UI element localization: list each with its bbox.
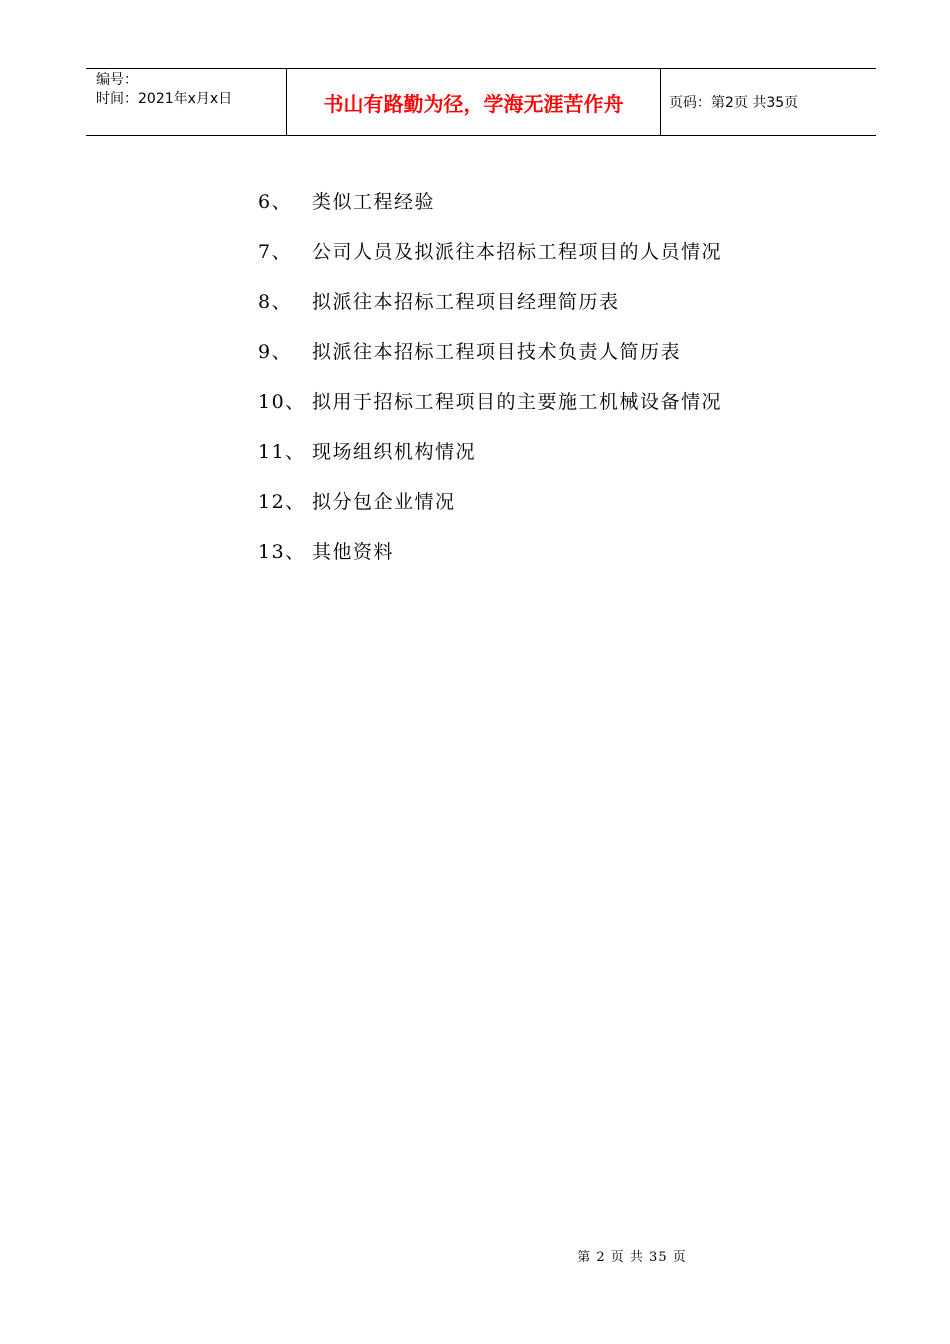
list-item-text: 拟用于招标工程项目的主要施工机械设备情况 xyxy=(312,390,723,413)
time-label: 时间：2021年x月x日 xyxy=(96,91,233,107)
toc-list xyxy=(258,175,818,575)
serial-label: 编号： xyxy=(96,72,138,88)
list-item xyxy=(258,525,818,575)
list-item-number: 9、 xyxy=(258,340,293,363)
header-page-cell xyxy=(661,69,876,135)
list-item xyxy=(258,275,818,325)
list-item-number: 11、 xyxy=(258,440,306,463)
list-item-number: 10、 xyxy=(258,390,306,413)
list-item xyxy=(258,425,818,475)
footer-page-number: 第 2 页 共 35 页 xyxy=(577,1250,687,1265)
list-item-text: 公司人员及拟派往本招标工程项目的人员情况 xyxy=(312,240,723,263)
motto-text: 书山有路勤为径，学海无涯苦作舟 xyxy=(323,91,624,116)
list-item-text: 拟派往本招标工程项目技术负责人简历表 xyxy=(312,340,682,363)
page-footer xyxy=(0,1246,950,1265)
list-item-number: 13、 xyxy=(258,540,306,563)
header-meta-cell xyxy=(86,69,287,135)
list-item-number: 6、 xyxy=(258,190,293,213)
list-item-text: 类似工程经验 xyxy=(312,190,436,213)
list-item-number: 8、 xyxy=(258,290,293,313)
list-item xyxy=(258,225,818,275)
page-header xyxy=(86,68,876,136)
list-item-text: 拟派往本招标工程项目经理简历表 xyxy=(312,290,620,313)
list-item-number: 12、 xyxy=(258,490,306,513)
list-item-text: 拟分包企业情况 xyxy=(312,490,456,513)
list-item-number: 7、 xyxy=(258,240,293,263)
list-item-text: 现场组织机构情况 xyxy=(312,440,477,463)
header-page-info: 页码：第2页 共35页 xyxy=(669,95,799,111)
list-item-text: 其他资料 xyxy=(312,540,395,563)
list-item xyxy=(258,175,818,225)
header-motto-cell xyxy=(287,69,661,135)
list-item xyxy=(258,325,818,375)
list-item xyxy=(258,475,818,525)
list-item xyxy=(258,375,818,425)
